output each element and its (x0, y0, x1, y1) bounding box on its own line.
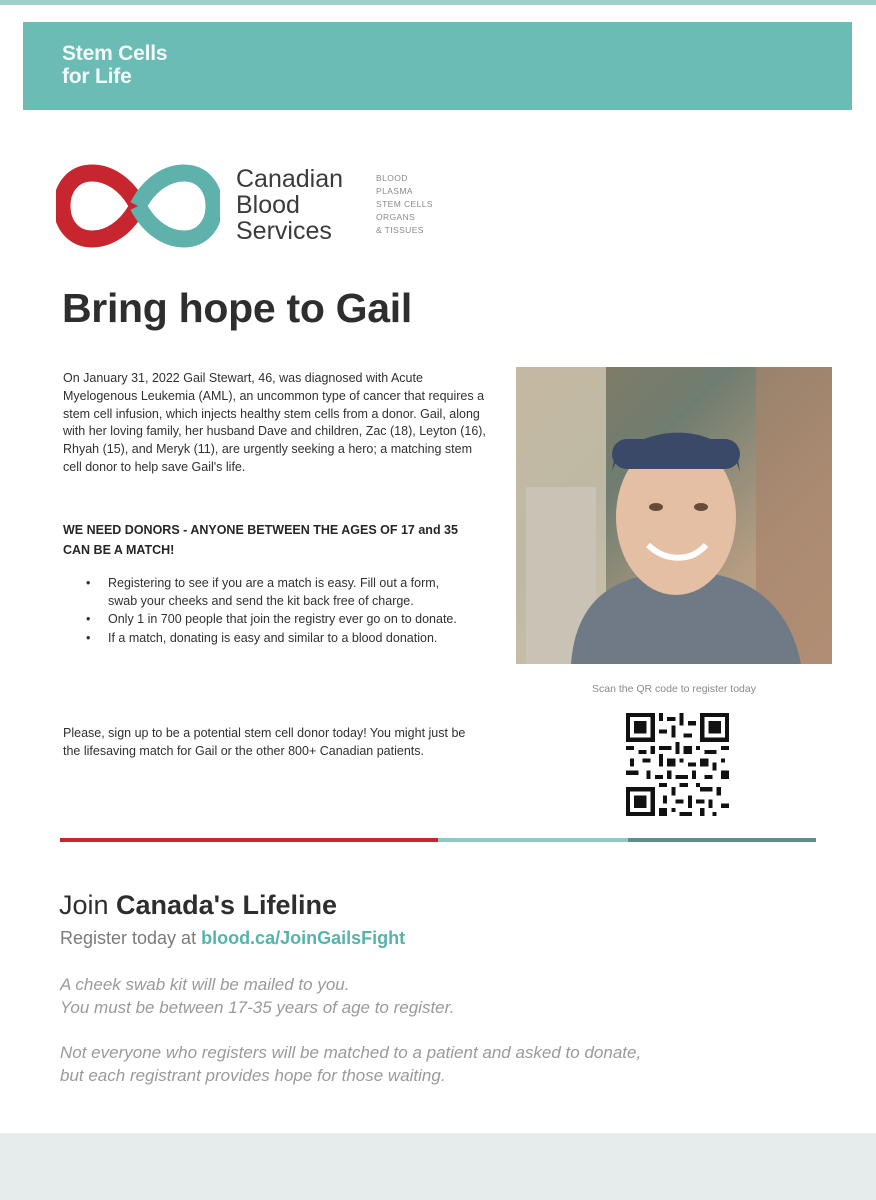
logo-name-line2: Blood (236, 191, 300, 219)
join-heading (59, 890, 337, 921)
page-headline: Bring hope to Gail (62, 285, 412, 331)
register-link[interactable]: blood.ca/JoinGailsFight (201, 928, 406, 948)
patient-photo-illustration (516, 367, 832, 664)
closing-paragraph: Please, sign up to be a potential stem cell donor today! You might just be the lifesaving match for Gail or the other 800+ Canadian patients. (63, 726, 466, 758)
donor-callout: WE NEED DONORS - ANYONE BETWEEN THE AGES OF 17 and 35 CAN BE A MATCH! (63, 523, 458, 557)
patient-photo (516, 367, 832, 664)
logo-tagline (376, 172, 433, 237)
register-prefix: Register today at (60, 928, 202, 948)
benefits-list (86, 575, 466, 648)
section-divider (60, 838, 816, 842)
logo-wordmark (236, 166, 343, 244)
list-item: • Registering to see if you are a match is easy. Fill out a form, swab your cheeks and send the kit back free of charge. (86, 575, 466, 610)
qr-code-icon[interactable] (626, 713, 729, 816)
note-line: but each registrant provides hope for those waiting. (60, 1066, 446, 1085)
register-line (60, 928, 405, 949)
header-title-line1: Stem Cells (62, 42, 168, 65)
infinity-logo-icon (56, 163, 220, 249)
list-item: • If a match, donating is easy and similar to a blood donation. (86, 630, 466, 648)
logo-tagline-item: PLASMA (376, 186, 413, 196)
top-accent-strip (0, 0, 876, 5)
bottom-band (0, 1133, 876, 1200)
logo-tagline-item: STEM CELLS (376, 199, 433, 209)
join-heading-bold: Canada's Lifeline (116, 890, 338, 920)
header-title-line2: for Life (62, 65, 132, 88)
logo-tagline-item: BLOOD (376, 173, 408, 183)
intro-paragraph: On January 31, 2022 Gail Stewart, 46, was diagnosed with Acute Myelogenous Leukemia (AML), an uncommon type of cancer that requires a stem cell infusion, which injects healthy stem cells from a donor. Gail, along with her loving family, her husband Dave and children, Zac (18), Leyton (16), Rhyah (15), and Meryk (11), are urgently seeking a hero; a matching stem cell donor to help save Gail's life. (63, 371, 486, 474)
note-line: You must be between 17-35 years of age to register. (60, 998, 455, 1017)
note-line: Not everyone who registers will be matched to a patient and asked to donate, (60, 1043, 642, 1062)
qr-caption: Scan the QR code to register today (591, 683, 756, 695)
header-title (62, 42, 167, 88)
kit-note (60, 973, 820, 1019)
logo-name-line1: Canadian (236, 165, 344, 193)
header-banner (23, 22, 852, 110)
join-heading-prefix: Join (59, 890, 117, 920)
note-line: A cheek swab kit will be mailed to you. (60, 975, 350, 994)
logo-tagline-item: & TISSUES (376, 225, 424, 235)
logo-tagline-item: ORGANS (376, 212, 416, 222)
list-item: • Only 1 in 700 people that join the registry ever go on to donate. (86, 611, 466, 629)
matching-note (60, 1041, 820, 1087)
logo-name-line3: Services (236, 217, 332, 245)
